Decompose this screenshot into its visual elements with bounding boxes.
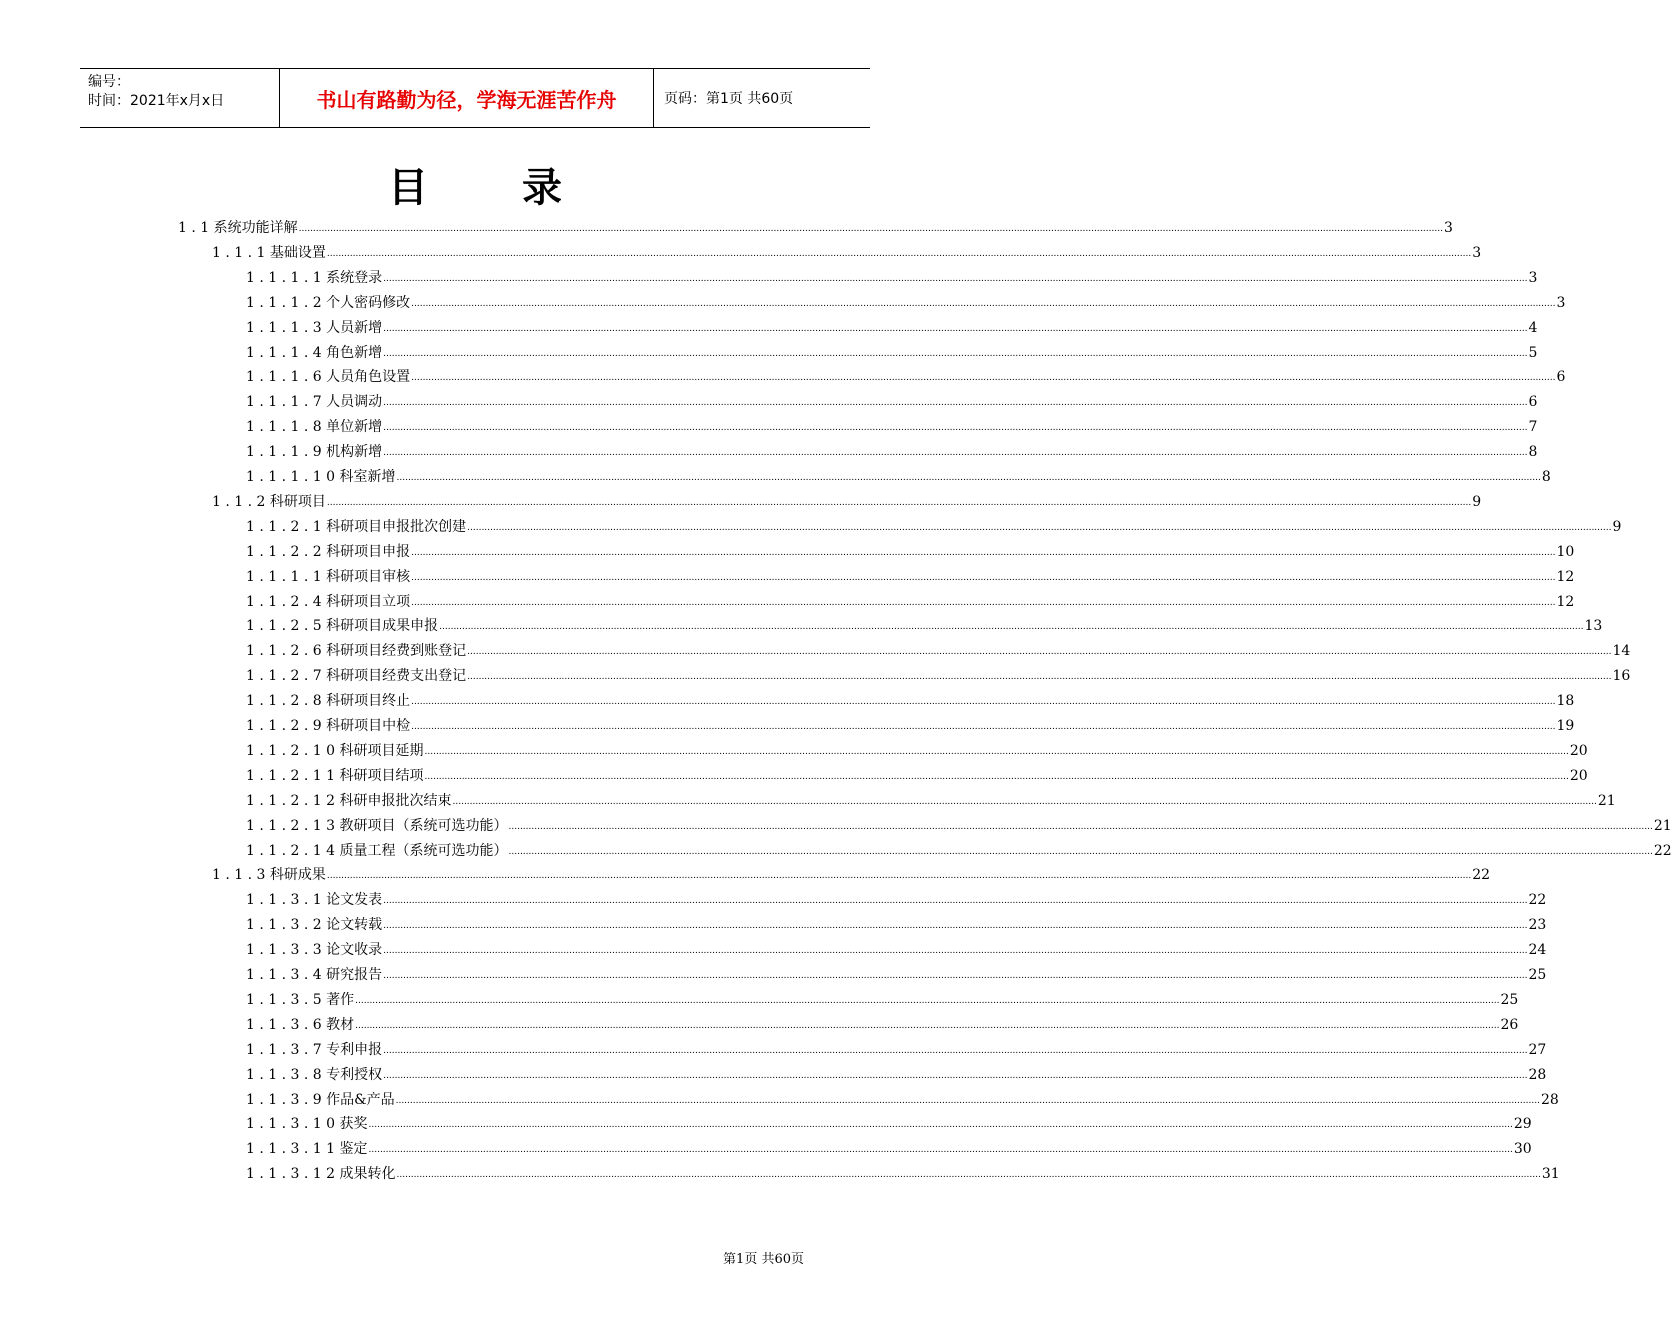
toc-page-number: 13 (1584, 618, 1603, 635)
toc-page-number: 3 (1472, 244, 1482, 261)
toc-entry[interactable] (246, 1158, 1560, 1183)
toc-page-number: 12 (1556, 593, 1575, 610)
toc-entry[interactable] (212, 859, 1491, 884)
toc-leader-dots: ................................................................................................................................................................................................................................................................................................................................................................................................................ (383, 896, 1528, 907)
toc-entry-text: 1 . 1 . 2 . 1 0 科研项目延期 (246, 742, 424, 759)
toc-entry[interactable] (246, 1009, 1519, 1034)
toc-page-number: 14 (1612, 643, 1631, 660)
toc-entry-text: 1 . 1 . 2 . 1 3 教研项目（系统可选功能） (246, 817, 508, 834)
toc-entry[interactable] (246, 436, 1538, 461)
toc-entry-text: 1 . 1 . 3 . 7 专利申报 (246, 1041, 383, 1058)
toc-entry-text: 1 . 1 . 2 . 6 科研项目经费到账登记 (246, 643, 467, 660)
toc-entry-text: 1 . 1 . 2 . 2 科研项目申报 (246, 543, 411, 560)
toc-entry[interactable] (246, 735, 1588, 760)
toc-leader-dots: ................................................................................................................................................................................................................................................................................................................................................................................................................ (383, 398, 1528, 409)
toc-entry[interactable] (246, 511, 1622, 536)
toc-entry-text: 1 . 1 . 3 . 1 0 获奖 (246, 1116, 368, 1133)
toc-entry[interactable] (246, 984, 1519, 1009)
toc-leader-dots: ................................................................................................................................................................................................................................................................................................................................................................................................................ (383, 348, 1528, 359)
toc-page-number: 28 (1528, 1066, 1547, 1083)
toc-entry-text: 1 . 1 . 1 . 8 单位新增 (246, 419, 383, 436)
toc-entry-text: 1 . 1 . 1 . 1 科研项目审核 (246, 568, 411, 585)
toc-entry-text: 1 . 1 . 2 . 1 4 质量工程（系统可选功能） (246, 842, 508, 859)
toc-leader-dots: ................................................................................................................................................................................................................................................................................................................................................................................................................ (383, 971, 1528, 981)
toc-entry-text: 1 . 1 . 2 . 8 科研项目终止 (246, 693, 411, 710)
toc-leader-dots: ................................................................................................................................................................................................................................................................................................................................................................................................................ (383, 448, 1528, 459)
toc-entry[interactable] (246, 1108, 1532, 1133)
toc-entry[interactable] (246, 884, 1547, 909)
toc-leader-dots: ................................................................................................................................................................................................................................................................................................................................................................................................................ (411, 373, 1556, 384)
toc-entry[interactable] (246, 1034, 1547, 1059)
toc-entry[interactable] (212, 486, 1482, 511)
toc-entry[interactable] (246, 909, 1547, 934)
toc-page-number: 3 (1556, 294, 1566, 311)
toc-entry-text: 1 . 1 . 3 . 1 1 鉴定 (246, 1141, 368, 1158)
toc-page-number: 6 (1528, 394, 1538, 411)
toc-leader-dots: ................................................................................................................................................................................................................................................................................................................................................................................................................ (326, 497, 1472, 508)
toc-page-number: 19 (1556, 718, 1575, 734)
toc-entry-text: 1 . 1 . 1 . 4 角色新增 (246, 344, 383, 361)
toc-entry[interactable] (246, 1084, 1559, 1109)
toc-page-number: 28 (1540, 1091, 1559, 1108)
toc-entry[interactable] (246, 610, 1603, 635)
toc-page-number: 8 (1528, 444, 1538, 461)
toc-page-number: 6 (1556, 369, 1566, 386)
toc-entry-text: 1 . 1 . 3 . 6 教材 (246, 1016, 355, 1033)
toc-entry[interactable] (246, 361, 1566, 386)
toc-page-number: 24 (1528, 942, 1547, 959)
toc-entry-text: 1 . 1 . 1 . 6 人员角色设置 (246, 369, 411, 386)
toc-leader-dots: ................................................................................................................................................................................................................................................................................................................................................................................................................ (383, 946, 1528, 957)
toc-entry-text: 1 . 1 . 3 科研成果 (212, 867, 326, 884)
toc-leader-dots: ................................................................................................................................................................................................................................................................................................................................................................................................................ (355, 995, 1500, 1006)
toc-page-number: 22 (1653, 842, 1672, 859)
toc-entry-text: 1 . 1 . 1 . 2 个人密码修改 (246, 294, 411, 311)
toc-leader-dots: ................................................................................................................................................................................................................................................................................................................................................................................................................ (383, 323, 1528, 334)
toc-entry-text: 1 . 1 . 3 . 9 作品&产品 (246, 1091, 395, 1108)
toc-entry[interactable] (246, 835, 1672, 860)
toc-page-number: 8 (1541, 469, 1551, 485)
toc-page-number: 25 (1500, 991, 1519, 1008)
header-left-cell (80, 69, 280, 127)
motto-text: 书山有路勤为径，学海无涯苦作舟 (280, 69, 654, 127)
toc-leader-dots: ................................................................................................................................................................................................................................................................................................................................................................................................................ (383, 1070, 1528, 1081)
toc-leader-dots: ................................................................................................................................................................................................................................................................................................................................................................................................................ (368, 1120, 1513, 1131)
toc-leader-dots: ................................................................................................................................................................................................................................................................................................................................................................................................................ (467, 672, 1612, 683)
toc-page-number: 21 (1653, 817, 1672, 834)
toc-leader-dots: ................................................................................................................................................................................................................................................................................................................................................................................................................ (411, 547, 1556, 558)
toc-entry[interactable] (246, 337, 1538, 362)
toc-entry-text: 1 . 1 . 3 . 1 2 成果转化 (246, 1166, 396, 1183)
toc-leader-dots: ................................................................................................................................................................................................................................................................................................................................................................................................................ (368, 1145, 1513, 1156)
toc-leader-dots: ................................................................................................................................................................................................................................................................................................................................................................................................................ (355, 1020, 1500, 1031)
toc-entry[interactable] (246, 536, 1575, 561)
toc-leader-dots: ................................................................................................................................................................................................................................................................................................................................................................................................................ (383, 423, 1528, 434)
toc-leader-dots: ................................................................................................................................................................................................................................................................................................................................................................................................................ (439, 622, 1584, 633)
toc-page-number: 9 (1472, 493, 1482, 510)
toc-entry-text: 1 . 1 . 2 . 4 科研项目立项 (246, 593, 411, 610)
toc-entry-text: 1 . 1 . 1 . 1 0 科室新增 (246, 469, 396, 485)
toc-page-number: 10 (1556, 543, 1575, 560)
toc-entry[interactable] (246, 287, 1566, 312)
toc-entry-text: 1 . 1 . 3 . 2 论文转载 (246, 917, 383, 934)
toc-entry[interactable] (246, 561, 1575, 586)
toc-page-number: 25 (1528, 967, 1547, 983)
toc-leader-dots: ................................................................................................................................................................................................................................................................................................................................................................................................................ (326, 871, 1472, 882)
toc-entry[interactable] (178, 212, 1453, 237)
toc-leader-dots: ................................................................................................................................................................................................................................................................................................................................................................................................................ (467, 522, 1612, 533)
toc-leader-dots: ................................................................................................................................................................................................................................................................................................................................................................................................................ (395, 1095, 1540, 1106)
toc-entry[interactable] (246, 685, 1575, 710)
toc-leader-dots: ................................................................................................................................................................................................................................................................................................................................................................................................................ (396, 473, 1541, 483)
toc-entry[interactable] (246, 934, 1547, 959)
toc-entry-text: 1 . 1 . 3 . 5 著作 (246, 991, 355, 1008)
page-footer: 第1页 共60页 (723, 1252, 804, 1267)
toc-entry-text: 1 . 1 . 2 . 1 1 科研项目结项 (246, 767, 424, 784)
toc-page-number: 31 (1541, 1166, 1560, 1183)
toc-leader-dots: ................................................................................................................................................................................................................................................................................................................................................................................................................ (326, 248, 1472, 259)
toc-page-number: 3 (1528, 269, 1538, 286)
number-label: 编号： (88, 74, 130, 90)
toc-leader-dots: ................................................................................................................................................................................................................................................................................................................................................................................................................ (383, 273, 1528, 284)
toc-entry-text: 1 . 1 . 3 . 8 专利授权 (246, 1066, 383, 1083)
toc-page-number: 30 (1513, 1141, 1532, 1158)
toc-leader-dots: ................................................................................................................................................................................................................................................................................................................................................................................................................ (411, 572, 1556, 583)
toc-leader-dots: ................................................................................................................................................................................................................................................................................................................................................................................................................ (508, 846, 1653, 857)
toc-entry[interactable] (246, 785, 1616, 810)
toc-entry[interactable] (246, 386, 1538, 411)
toc-page-number: 20 (1569, 742, 1588, 759)
toc-entry[interactable] (246, 461, 1551, 486)
toc-page-number: 23 (1528, 917, 1547, 934)
toc-entry-text: 1 . 1 . 3 . 4 研究报告 (246, 967, 383, 983)
toc-page-number: 9 (1612, 518, 1622, 535)
toc-page-number: 3 (1443, 220, 1453, 236)
toc-leader-dots: ................................................................................................................................................................................................................................................................................................................................................................................................................ (411, 722, 1556, 732)
toc-leader-dots: ................................................................................................................................................................................................................................................................................................................................................................................................................ (298, 224, 1443, 234)
toc-leader-dots: ................................................................................................................................................................................................................................................................................................................................................................................................................ (383, 1045, 1528, 1056)
toc-leader-dots: ................................................................................................................................................................................................................................................................................................................................................................................................................ (411, 697, 1556, 708)
toc-page-number: 26 (1500, 1016, 1519, 1033)
toc-page-number: 20 (1569, 767, 1588, 784)
toc-leader-dots: ................................................................................................................................................................................................................................................................................................................................................................................................................ (424, 771, 1569, 782)
toc-leader-dots: ................................................................................................................................................................................................................................................................................................................................................................................................................ (508, 821, 1653, 832)
toc-entry-text: 1 . 1 . 2 . 9 科研项目中检 (246, 718, 411, 734)
toc-page-number: 21 (1597, 792, 1616, 809)
toc-entry-text: 1 . 1 . 3 . 1 论文发表 (246, 892, 383, 909)
toc-entry-text: 1 . 1 . 1 基础设置 (212, 244, 326, 261)
toc-page-number: 4 (1528, 319, 1538, 336)
toc-page-number: 12 (1556, 568, 1575, 585)
page-info: 页码：第1页 共60页 (664, 91, 794, 107)
toc-leader-dots: ................................................................................................................................................................................................................................................................................................................................................................................................................ (411, 597, 1556, 608)
toc-entry[interactable] (246, 710, 1575, 735)
toc-entry-text: 1 . 1 . 2 科研项目 (212, 493, 326, 510)
toc-entry-text: 1 . 1 . 1 . 1 系统登录 (246, 269, 383, 286)
toc-leader-dots: ................................................................................................................................................................................................................................................................................................................................................................................................................ (467, 647, 1612, 658)
toc-entry[interactable] (246, 635, 1631, 660)
time-label: 时间：2021年x月x日 (88, 93, 225, 109)
toc-entry-text: 1 . 1 . 2 . 7 科研项目经费支出登记 (246, 668, 467, 685)
toc-page-number: 27 (1528, 1041, 1547, 1058)
toc-entry[interactable] (246, 760, 1588, 785)
toc-entry-text: 1 . 1 . 2 . 1 科研项目申报批次创建 (246, 518, 467, 535)
toc-entry-text: 1 . 1 . 2 . 1 2 科研申报批次结束 (246, 792, 452, 809)
toc-leader-dots: ................................................................................................................................................................................................................................................................................................................................................................................................................ (383, 921, 1528, 932)
toc-page-number: 22 (1528, 892, 1547, 909)
toc-page-number: 29 (1513, 1116, 1532, 1133)
toc-page-number: 5 (1528, 344, 1538, 361)
toc-entry-text: 1 . 1 . 1 . 7 人员调动 (246, 394, 383, 411)
toc-page-number: 22 (1472, 867, 1491, 884)
toc-entry-text: 1 . 1 . 2 . 5 科研项目成果申报 (246, 618, 439, 635)
toc-entry-text: 1 . 1 . 1 . 9 机构新增 (246, 444, 383, 461)
toc-entry-text: 1 . 1 系统功能详解 (178, 220, 298, 236)
toc-entry[interactable] (246, 1059, 1547, 1084)
toc-entry[interactable] (246, 660, 1631, 685)
toc-leader-dots: ................................................................................................................................................................................................................................................................................................................................................................................................................ (424, 746, 1569, 757)
toc-entry-text: 1 . 1 . 1 . 3 人员新增 (246, 319, 383, 336)
toc-leader-dots: ................................................................................................................................................................................................................................................................................................................................................................................................................ (452, 796, 1597, 807)
page-header (80, 68, 870, 128)
toc-entry[interactable] (246, 262, 1538, 287)
toc-entry[interactable] (246, 810, 1672, 835)
toc-leader-dots: ................................................................................................................................................................................................................................................................................................................................................................................................................ (411, 298, 1556, 309)
toc-page-number: 18 (1556, 693, 1575, 710)
toc-entry[interactable] (246, 1133, 1532, 1158)
toc-leader-dots: ................................................................................................................................................................................................................................................................................................................................................................................................................ (396, 1170, 1541, 1181)
toc-entry-text: 1 . 1 . 3 . 3 论文收录 (246, 942, 383, 959)
toc-page-number: 16 (1612, 668, 1631, 685)
toc-entry[interactable] (246, 959, 1547, 984)
toc-entry[interactable] (212, 237, 1482, 262)
toc-entry[interactable] (246, 312, 1538, 337)
toc-entry[interactable] (246, 411, 1538, 436)
toc-page-number: 7 (1528, 419, 1538, 436)
toc-entry[interactable] (246, 586, 1575, 611)
toc-title: 目 录 (388, 164, 602, 211)
